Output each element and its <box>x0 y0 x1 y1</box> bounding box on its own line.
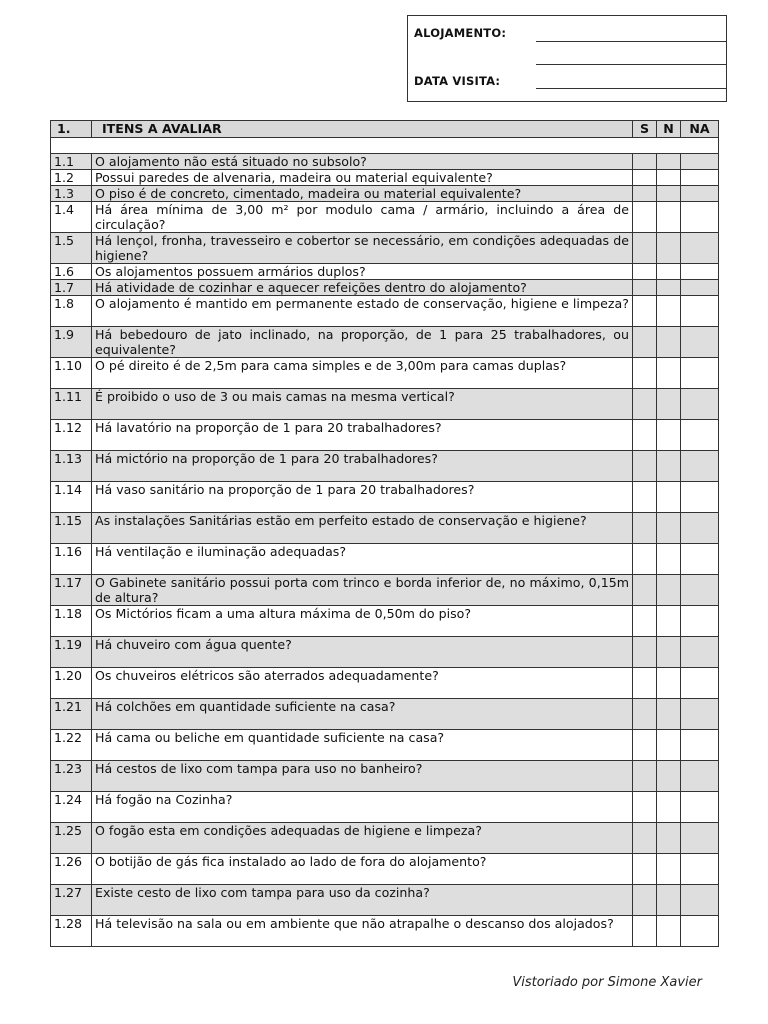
answer-cell-s[interactable] <box>633 296 657 327</box>
answer-cell-na[interactable] <box>681 296 719 327</box>
answer-cell-n[interactable] <box>657 202 681 233</box>
table-row <box>51 575 719 606</box>
answer-cell-na[interactable] <box>681 170 719 186</box>
table-row <box>51 186 719 202</box>
item-question: Existe cesto de lixo com tampa para uso da cozinha? <box>92 885 633 916</box>
answer-cell-s[interactable] <box>633 544 657 575</box>
answer-cell-s[interactable] <box>633 280 657 296</box>
answer-cell-na[interactable] <box>681 606 719 637</box>
answer-cell-s[interactable] <box>633 575 657 606</box>
answer-cell-n[interactable] <box>657 885 681 916</box>
item-number: 1.3 <box>51 186 92 202</box>
answer-cell-n[interactable] <box>657 358 681 389</box>
answer-cell-n[interactable] <box>657 823 681 854</box>
answer-cell-s[interactable] <box>633 513 657 544</box>
evaluation-checklist-table <box>50 120 719 947</box>
table-row <box>51 202 719 233</box>
answer-cell-s[interactable] <box>633 327 657 358</box>
answer-cell-n[interactable] <box>657 668 681 699</box>
answer-cell-s[interactable] <box>633 823 657 854</box>
item-question: Há área mínima de 3,00 m² por modulo cama / armário, incluindo a área de circulação? <box>92 202 633 233</box>
answer-cell-n[interactable] <box>657 761 681 792</box>
item-question: Há lençol, fronha, travesseiro e cobertor se necessário, em condições adequadas de higiene? <box>92 233 633 264</box>
item-number: 1.11 <box>51 389 92 420</box>
answer-cell-na[interactable] <box>681 389 719 420</box>
answer-cell-na[interactable] <box>681 233 719 264</box>
answer-cell-na[interactable] <box>681 916 719 947</box>
item-question: Os chuveiros elétricos são aterrados adequadamente? <box>92 668 633 699</box>
item-question: O piso é de concreto, cimentado, madeira ou material equivalente? <box>92 186 633 202</box>
item-number: 1.18 <box>51 606 92 637</box>
table-row <box>51 916 719 947</box>
item-number: 1.26 <box>51 854 92 885</box>
column-header-na: NA <box>681 121 719 138</box>
answer-cell-s[interactable] <box>633 854 657 885</box>
answer-cell-na[interactable] <box>681 358 719 389</box>
answer-cell-s[interactable] <box>633 451 657 482</box>
item-question: Há cestos de lixo com tampa para uso no banheiro? <box>92 761 633 792</box>
item-question: Há bebedouro de jato inclinado, na proporção, de 1 para 25 trabalhadores, ou equivalente? <box>92 327 633 358</box>
item-number: 1.13 <box>51 451 92 482</box>
header-info-box <box>407 15 727 102</box>
accommodation-label: ALOJAMENTO: <box>414 26 507 40</box>
answer-cell-n[interactable] <box>657 233 681 264</box>
answer-cell-n[interactable] <box>657 513 681 544</box>
table-header-row <box>51 121 719 138</box>
item-question: Os alojamentos possuem armários duplos? <box>92 264 633 280</box>
item-number: 1.17 <box>51 575 92 606</box>
answer-cell-na[interactable] <box>681 154 719 170</box>
table-row <box>51 699 719 730</box>
item-question: As instalações Sanitárias estão em perfeito estado de conservação e higiene? <box>92 513 633 544</box>
answer-cell-n[interactable] <box>657 606 681 637</box>
answer-cell-n[interactable] <box>657 482 681 513</box>
item-number: 1.15 <box>51 513 92 544</box>
answer-cell-s[interactable] <box>633 420 657 451</box>
answer-cell-na[interactable] <box>681 823 719 854</box>
item-number: 1.8 <box>51 296 92 327</box>
answer-cell-n[interactable] <box>657 280 681 296</box>
answer-cell-na[interactable] <box>681 482 719 513</box>
item-number: 1.9 <box>51 327 92 358</box>
answer-cell-na[interactable] <box>681 264 719 280</box>
answer-cell-na[interactable] <box>681 327 719 358</box>
item-number: 1.28 <box>51 916 92 947</box>
table-row <box>51 730 719 761</box>
table-row <box>51 296 719 327</box>
answer-cell-s[interactable] <box>633 637 657 668</box>
table-row <box>51 544 719 575</box>
item-number: 1.4 <box>51 202 92 233</box>
item-number: 1.21 <box>51 699 92 730</box>
item-number: 1.16 <box>51 544 92 575</box>
answer-cell-n[interactable] <box>657 792 681 823</box>
item-number: 1.22 <box>51 730 92 761</box>
table-row <box>51 233 719 264</box>
answer-cell-n[interactable] <box>657 854 681 885</box>
answer-cell-na[interactable] <box>681 792 719 823</box>
table-row <box>51 170 719 186</box>
accommodation-field[interactable] <box>536 41 727 42</box>
item-question: Há televisão na sala ou em ambiente que não atrapalhe o descanso dos alojados? <box>92 916 633 947</box>
spacer-row <box>51 138 719 154</box>
answer-cell-s[interactable] <box>633 358 657 389</box>
item-question: Há vaso sanitário na proporção de 1 para 20 trabalhadores? <box>92 482 633 513</box>
table-row <box>51 668 719 699</box>
answer-cell-s[interactable] <box>633 730 657 761</box>
item-question: Há fogão na Cozinha? <box>92 792 633 823</box>
answer-cell-n[interactable] <box>657 154 681 170</box>
item-question: É proibido o uso de 3 ou mais camas na mesma vertical? <box>92 389 633 420</box>
answer-cell-n[interactable] <box>657 186 681 202</box>
answer-cell-s[interactable] <box>633 668 657 699</box>
section-title: ITENS A AVALIAR <box>92 121 633 138</box>
item-question: O pé direito é de 2,5m para cama simples e de 3,00m para camas duplas? <box>92 358 633 389</box>
answer-cell-s[interactable] <box>633 916 657 947</box>
answer-cell-na[interactable] <box>681 668 719 699</box>
answer-cell-n[interactable] <box>657 699 681 730</box>
answer-cell-s[interactable] <box>633 233 657 264</box>
answer-cell-n[interactable] <box>657 544 681 575</box>
item-number: 1.19 <box>51 637 92 668</box>
answer-cell-na[interactable] <box>681 885 719 916</box>
visit-date-field[interactable] <box>536 88 727 89</box>
column-header-s: S <box>633 121 657 138</box>
item-number: 1.2 <box>51 170 92 186</box>
table-row <box>51 280 719 296</box>
column-header-n: N <box>657 121 681 138</box>
answer-cell-n[interactable] <box>657 575 681 606</box>
table-row <box>51 389 719 420</box>
table-row <box>51 823 719 854</box>
item-question: Os Mictórios ficam a uma altura máxima de 0,50m do piso? <box>92 606 633 637</box>
item-question: Há cama ou beliche em quantidade suficiente na casa? <box>92 730 633 761</box>
item-number: 1.24 <box>51 792 92 823</box>
item-question: Há atividade de cozinhar e aquecer refeições dentro do alojamento? <box>92 280 633 296</box>
table-row <box>51 792 719 823</box>
answer-cell-na[interactable] <box>681 420 719 451</box>
answer-cell-na[interactable] <box>681 575 719 606</box>
table-row <box>51 482 719 513</box>
item-question: O fogão esta em condições adequadas de higiene e limpeza? <box>92 823 633 854</box>
answer-cell-s[interactable] <box>633 792 657 823</box>
answer-cell-s[interactable] <box>633 699 657 730</box>
answer-cell-n[interactable] <box>657 389 681 420</box>
item-number: 1.10 <box>51 358 92 389</box>
item-number: 1.5 <box>51 233 92 264</box>
answer-cell-n[interactable] <box>657 730 681 761</box>
table-row <box>51 327 719 358</box>
answer-cell-n[interactable] <box>657 420 681 451</box>
item-question: Há ventilação e iluminação adequadas? <box>92 544 633 575</box>
table-row <box>51 885 719 916</box>
item-question: O Gabinete sanitário possui porta com trinco e borda inferior de, no máximo, 0,15m de altura? <box>92 575 633 606</box>
answer-cell-n[interactable] <box>657 637 681 668</box>
answer-cell-s[interactable] <box>633 154 657 170</box>
table-row <box>51 854 719 885</box>
answer-cell-s[interactable] <box>633 885 657 916</box>
answer-cell-s[interactable] <box>633 264 657 280</box>
item-question: Há lavatório na proporção de 1 para 20 trabalhadores? <box>92 420 633 451</box>
item-number: 1.27 <box>51 885 92 916</box>
table-row <box>51 451 719 482</box>
section-number: 1. <box>51 121 92 138</box>
answer-cell-na[interactable] <box>681 280 719 296</box>
table-row <box>51 637 719 668</box>
item-number: 1.20 <box>51 668 92 699</box>
answer-cell-n[interactable] <box>657 916 681 947</box>
table-row <box>51 513 719 544</box>
item-number: 1.25 <box>51 823 92 854</box>
item-number: 1.6 <box>51 264 92 280</box>
item-question: Há chuveiro com água quente? <box>92 637 633 668</box>
item-question: Há colchões em quantidade suficiente na casa? <box>92 699 633 730</box>
answer-cell-n[interactable] <box>657 451 681 482</box>
answer-cell-na[interactable] <box>681 699 719 730</box>
visit-date-label: DATA VISITA: <box>414 74 501 88</box>
answer-cell-s[interactable] <box>633 606 657 637</box>
answer-cell-na[interactable] <box>681 730 719 761</box>
answer-cell-na[interactable] <box>681 854 719 885</box>
answer-cell-s[interactable] <box>633 761 657 792</box>
answer-cell-s[interactable] <box>633 170 657 186</box>
item-question: Há mictório na proporção de 1 para 20 trabalhadores? <box>92 451 633 482</box>
accommodation-field-line-2[interactable] <box>536 64 727 65</box>
item-question: Possui paredes de alvenaria, madeira ou material equivalente? <box>92 170 633 186</box>
answer-cell-s[interactable] <box>633 482 657 513</box>
answer-cell-na[interactable] <box>681 451 719 482</box>
table-row <box>51 154 719 170</box>
answer-cell-na[interactable] <box>681 637 719 668</box>
item-number: 1.23 <box>51 761 92 792</box>
table-row <box>51 761 719 792</box>
item-number: 1.1 <box>51 154 92 170</box>
answer-cell-na[interactable] <box>681 513 719 544</box>
answer-cell-s[interactable] <box>633 186 657 202</box>
item-number: 1.7 <box>51 280 92 296</box>
answer-cell-na[interactable] <box>681 544 719 575</box>
answer-cell-n[interactable] <box>657 264 681 280</box>
item-question: O alojamento não está situado no subsolo? <box>92 154 633 170</box>
answer-cell-n[interactable] <box>657 296 681 327</box>
answer-cell-na[interactable] <box>681 761 719 792</box>
answer-cell-na[interactable] <box>681 186 719 202</box>
answer-cell-s[interactable] <box>633 202 657 233</box>
answer-cell-s[interactable] <box>633 389 657 420</box>
table-row <box>51 264 719 280</box>
table-row <box>51 420 719 451</box>
inspector-signature: Vistoriado por Simone Xavier <box>512 975 702 990</box>
item-number: 1.14 <box>51 482 92 513</box>
answer-cell-n[interactable] <box>657 327 681 358</box>
table-row <box>51 358 719 389</box>
answer-cell-n[interactable] <box>657 170 681 186</box>
answer-cell-na[interactable] <box>681 202 719 233</box>
item-question: O alojamento é mantido em permanente estado de conservação, higiene e limpeza? <box>92 296 633 327</box>
table-row <box>51 606 719 637</box>
item-number: 1.12 <box>51 420 92 451</box>
item-question: O botijão de gás fica instalado ao lado de fora do alojamento? <box>92 854 633 885</box>
